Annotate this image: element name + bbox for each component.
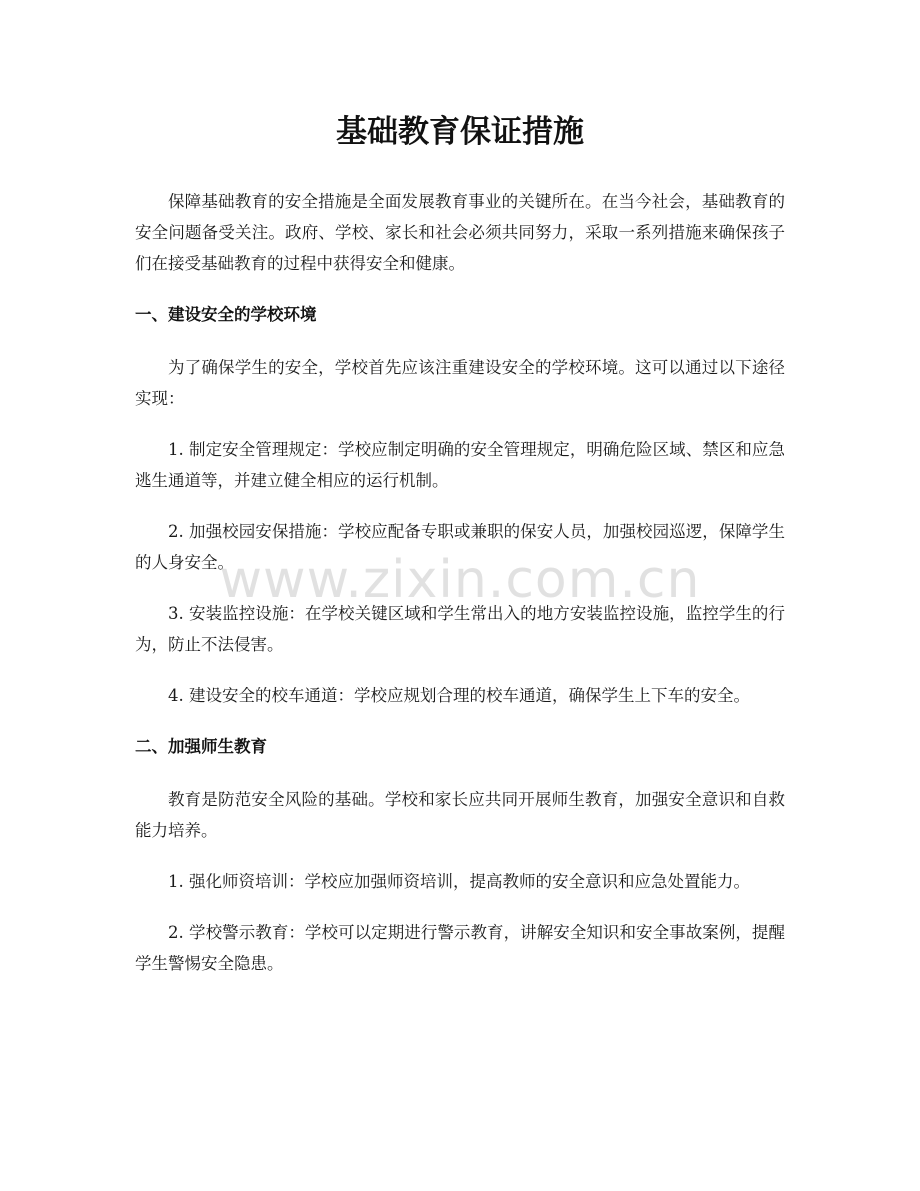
- section1-item-3: 3. 安装监控设施：在学校关键区域和学生常出入的地方安装监控设施，监控学生的行为，防止不法侵害。: [135, 604, 785, 654]
- section-heading-2: 二、加强师生教育: [135, 737, 267, 756]
- document-title: 基础教育保证措施: [336, 114, 584, 150]
- intro-paragraph: 保障基础教育的安全措施是全面发展教育事业的关键所在。在当今社会，基础教育的安全问题备受关注。政府、学校、家长和社会必须共同努力，采取一系列措施来确保孩子们在接受基础教育的过程中获得安全和健康。: [135, 192, 785, 273]
- section-heading-1: 一、建设安全的学校环境: [135, 305, 317, 324]
- watermark-text: www.zixin.com.cn: [219, 550, 701, 610]
- section1-item-2: 2. 加强校园安保措施：学校应配备专职或兼职的保安人员，加强校园巡逻，保障学生的人身安全。: [135, 522, 785, 572]
- section1-lead-paragraph: 为了确保学生的安全，学校首先应该注重建设安全的学校环境。这可以通过以下途径实现：: [135, 358, 785, 408]
- section1-item-1: 1. 制定安全管理规定：学校应制定明确的安全管理规定，明确危险区域、禁区和应急逃生通道等，并建立健全相应的运行机制。: [135, 440, 785, 490]
- section2-item-1: 1. 强化师资培训：学校应加强师资培训，提高教师的安全意识和应急处置能力。: [168, 872, 750, 891]
- section2-lead-paragraph: 教育是防范安全风险的基础。学校和家长应共同开展师生教育，加强安全意识和自救能力培养。: [135, 790, 785, 840]
- section1-item-4: 4. 建设安全的校车通道：学校应规划合理的校车通道，确保学生上下车的安全。: [168, 686, 750, 705]
- section2-item-2: 2. 学校警示教育：学校可以定期进行警示教育，讲解安全知识和安全事故案例，提醒学生警惕安全隐患。: [135, 923, 785, 973]
- document-body: [135, 186, 785, 999]
